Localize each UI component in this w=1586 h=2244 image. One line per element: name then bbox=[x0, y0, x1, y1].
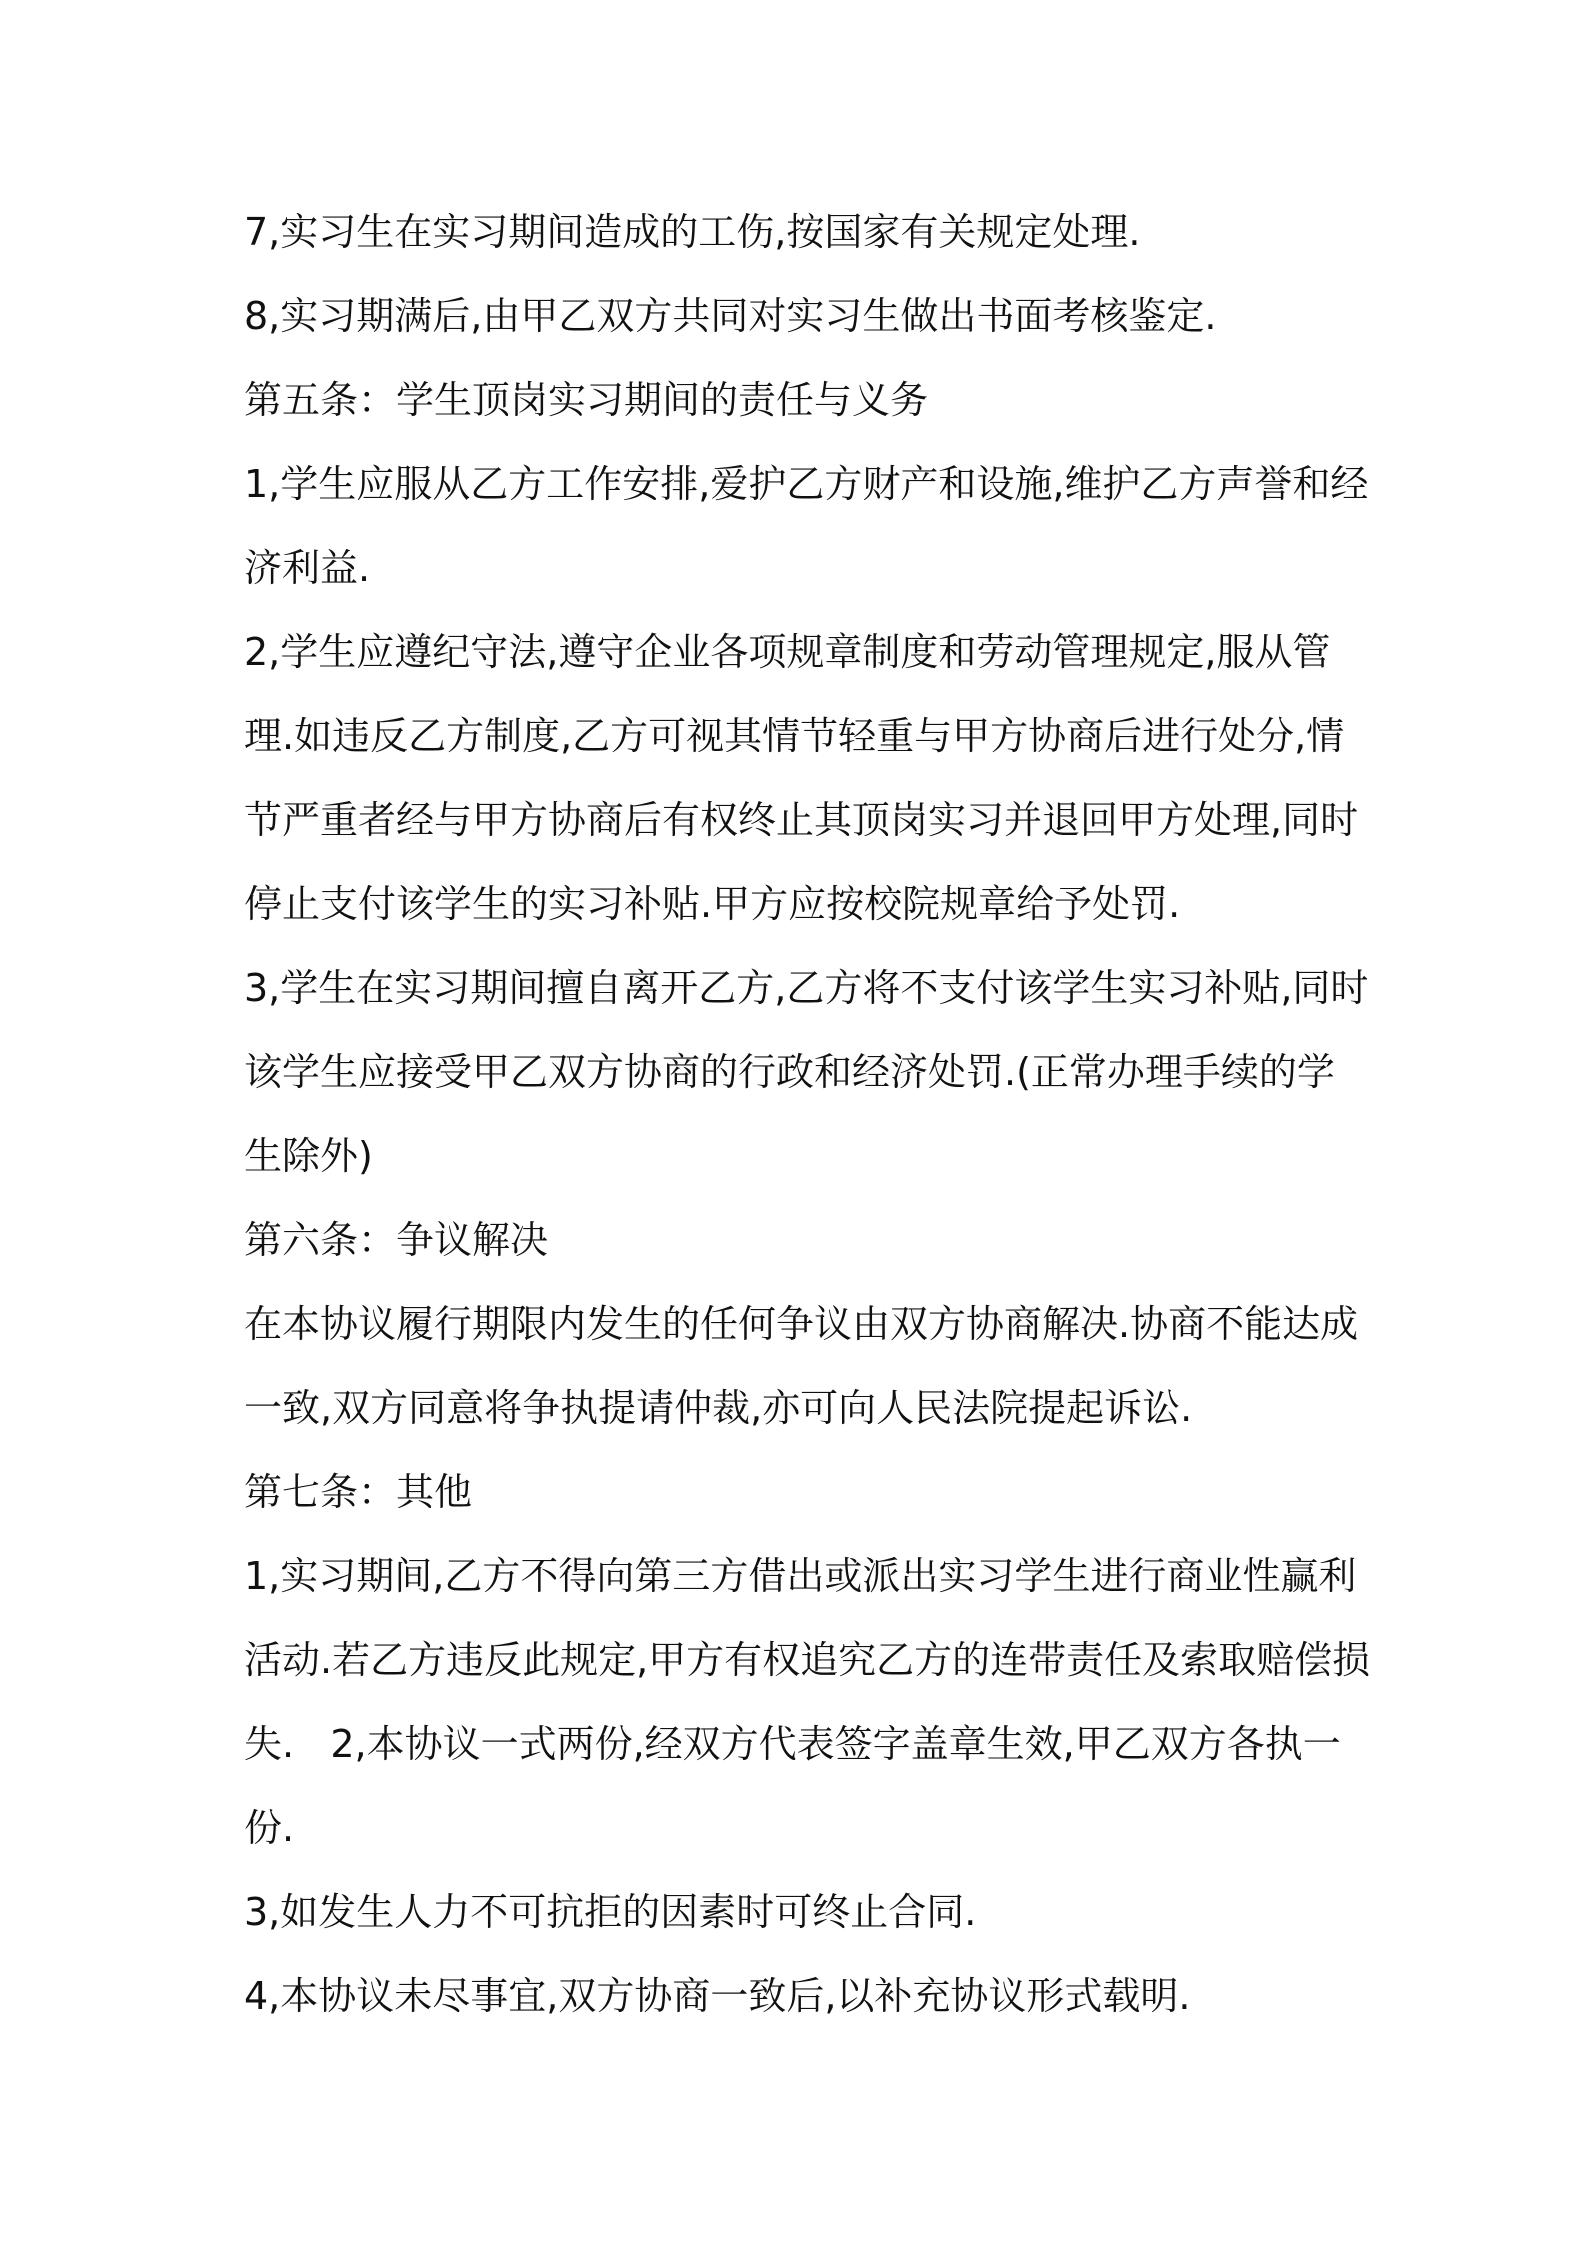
article-7-item-1-2-line-3: 失. 2,本协议一式两份,经双方代表签字盖章生效,甲乙双方各执一 bbox=[244, 1722, 1341, 1766]
article-6-text-line-2: 一致,双方同意将争执提请仲裁,亦可向人民法院提起诉讼. bbox=[244, 1386, 1193, 1430]
article-5-item-2-line-4: 停止支付该学生的实习补贴.甲方应按校院规章给予处罚. bbox=[244, 882, 1181, 926]
article-7-item-1-line-1: 1,实习期间,乙方不得向第三方借出或派出实习学生进行商业性赢利 bbox=[244, 1554, 1357, 1598]
article-7-item-1-line-2: 活动.若乙方违反此规定,甲方有权追究乙方的连带责任及索取赔偿损 bbox=[244, 1638, 1371, 1682]
article-5-item-3-line-2: 该学生应接受甲乙双方协商的行政和经济处罚.(正常办理手续的学 bbox=[244, 1050, 1335, 1094]
article-5-heading: 第五条：学生顶岗实习期间的责任与义务 bbox=[244, 378, 929, 422]
article-6-text-line-1: 在本协议履行期限内发生的任何争议由双方协商解决.协商不能达成 bbox=[244, 1302, 1359, 1346]
article-7-heading: 第七条：其他 bbox=[244, 1470, 473, 1514]
article-7-item-4-line: 4,本协议未尽事宜,双方协商一致后,以补充协议形式载明. bbox=[244, 1974, 1191, 2018]
article-7-item-2-line-2: 份. bbox=[244, 1806, 295, 1850]
article-5-item-2-line-3: 节严重者经与甲方协商后有权终止其顶岗实习并退回甲方处理,同时 bbox=[244, 798, 1359, 842]
article-6-heading: 第六条：争议解决 bbox=[244, 1218, 549, 1262]
article-7-item-3-line: 3,如发生人力不可抗拒的因素时可终止合同. bbox=[244, 1890, 977, 1934]
article-5-item-1-line-1: 1,学生应服从乙方工作安排,爱护乙方财产和设施,维护乙方声誉和经 bbox=[244, 462, 1369, 506]
clause-4-item-8-line: 8,实习期满后,由甲乙双方共同对实习生做出书面考核鉴定. bbox=[244, 294, 1217, 338]
article-5-item-3-line-1: 3,学生在实习期间擅自离开乙方,乙方将不支付该学生实习补贴,同时 bbox=[244, 966, 1369, 1010]
article-5-item-2-line-1: 2,学生应遵纪守法,遵守企业各项规章制度和劳动管理规定,服从管 bbox=[244, 630, 1331, 674]
article-5-item-1-line-2: 济利益. bbox=[244, 546, 371, 590]
article-5-item-2-line-2: 理.如违反乙方制度,乙方可视其情节轻重与甲方协商后进行处分,情 bbox=[244, 714, 1345, 758]
document-body bbox=[244, 190, 1371, 2038]
article-5-item-3-line-3: 生除外) bbox=[244, 1134, 373, 1178]
clause-4-item-7-line: 7,实习生在实习期间造成的工伤,按国家有关规定处理. bbox=[244, 210, 1141, 254]
